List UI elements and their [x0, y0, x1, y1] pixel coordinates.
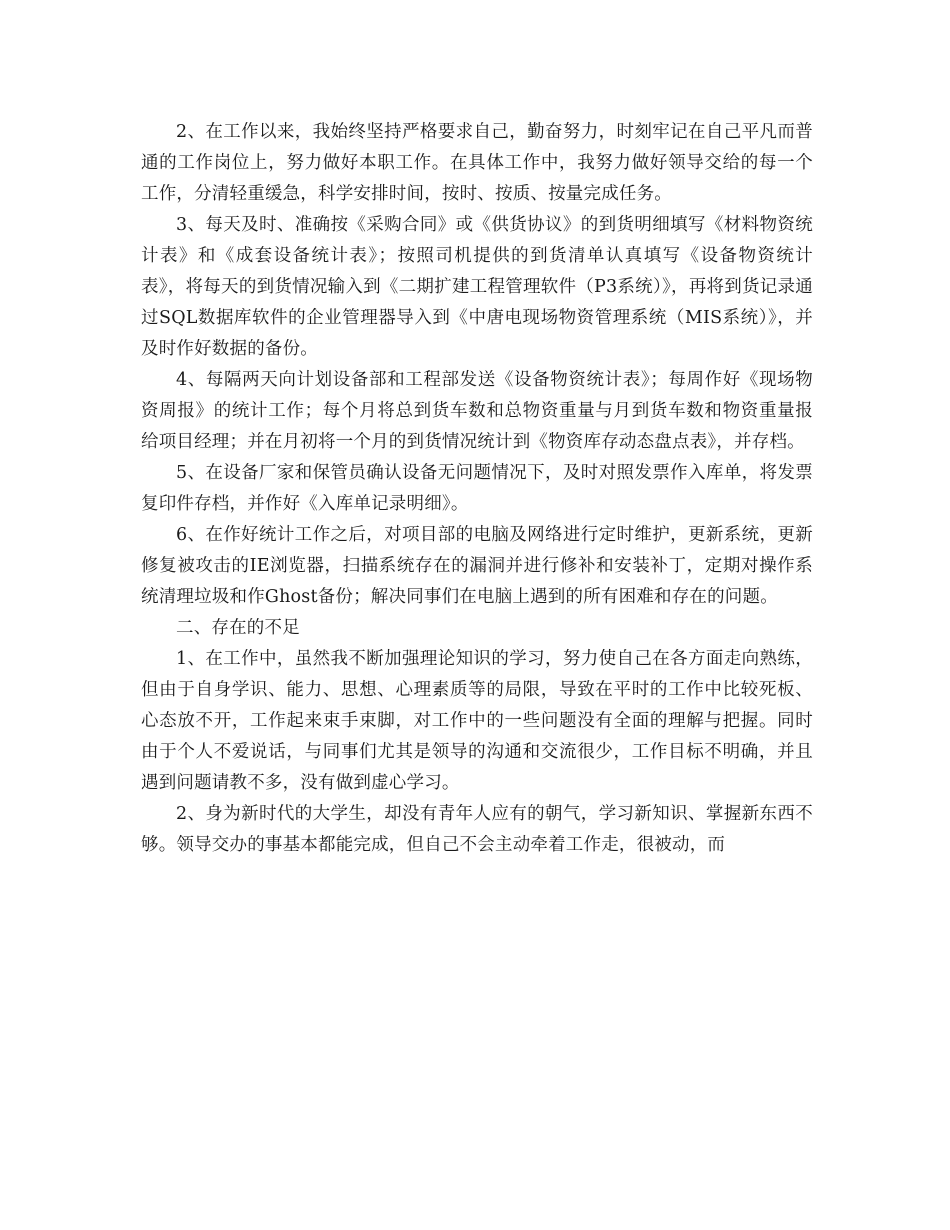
shortcoming-paragraph-2: 2、身为新时代的大学生，却没有青年人应有的朝气，学习新知识、掌握新东西不够。领导交办的事基本都能完成，但自己不会主动牵着工作走，很被动，而: [141, 804, 813, 855]
paragraph-item-6: 6、在作好统计工作之后，对项目部的电脑及网络进行定时维护，更新系统，更新修复被攻击的IE浏览器，扫描系统存在的漏洞并进行修补和安装补丁，定期对操作系统清理垃圾和作Ghost备份；解决同事们在电脑上遇到的所有困难和存在的问题。: [141, 525, 813, 607]
paragraph-item-3: 3、每天及时、准确按《采购合同》或《供货协议》的到货明细填写《材料物资统计表》和《成套设备统计表》；按照司机提供的到货清单认真填写《设备物资统计表》，将每天的到货情况输入到《二期扩建工程管理软件（P3系统）》，再将到货记录通过SQL数据库软件的企业管理器导入到《中唐电现场物资管理系统（MIS系统）》，并及时作好数据的备份。: [141, 215, 813, 359]
paragraph-item-4: 4、每隔两天向计划设备部和工程部发送《设备物资统计表》；每周作好《现场物资周报》的统计工作；每个月将总到货车数和总物资重量与月到货车数和物资重量报给项目经理；并在月初将一个月的到货情况统计到《物资库存动态盘点表》，并存档。: [141, 370, 813, 452]
paragraph-item-2: 2、在工作以来，我始终坚持严格要求自己，勤奋努力，时刻牢记在自己平凡而普通的工作岗位上，努力做好本职工作。在具体工作中，我努力做好领导交给的每一个工作，分清轻重缓急，科学安排时间，按时、按质、按量完成任务。: [141, 122, 813, 204]
paragraph-item-5: 5、在设备厂家和保管员确认设备无问题情况下，及时对照发票作入库单，将发票复印件存档，并作好《入库单记录明细》。: [141, 463, 813, 514]
section-heading: 二、存在的不足: [176, 618, 300, 638]
shortcoming-paragraph-1: 1、在工作中，虽然我不断加强理论知识的学习，努力使自己在各方面走向熟练，但由于自身学识、能力、思想、心理素质等的局限，导致在平时的工作中比较死板、心态放不开，工作起来束手束脚，对工作中的一些问题没有全面的理解与把握。同时由于个人不爱说话，与同事们尤其是领导的沟通和交流很少，工作目标不明确，并且遇到问题请教不多，没有做到虚心学习。: [141, 649, 813, 793]
document-body: [141, 117, 813, 861]
